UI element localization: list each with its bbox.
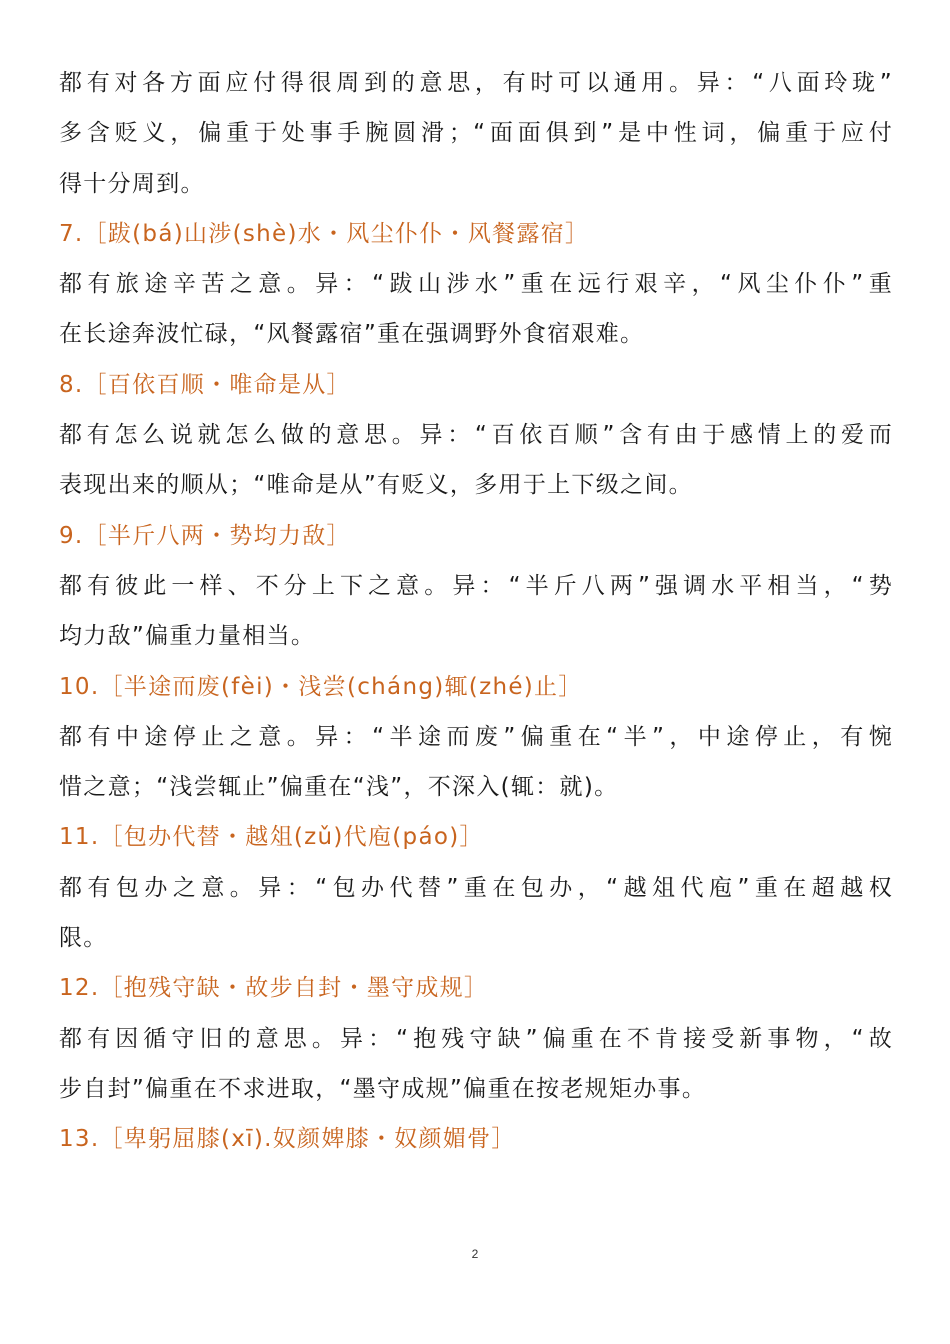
paragraph-line: 均力敌”偏重力量相当。 <box>59 623 316 650</box>
paragraph-line: 惜之意；“浅尝辄止”偏重在“浅”，不深入(辄：就)。 <box>59 774 619 801</box>
paragraph-line: 都有中途停止之意。异：“半途而废”偏重在“半”，中途停止，有惋 <box>59 723 893 750</box>
paragraph-line: 都有彼此一样、不分上下之意。异：“半斤八两”强调水平相当，“势 <box>59 572 893 599</box>
paragraph-line: 多含贬义，偏重于处事手腕圆滑；“面面俱到”是中性词，偏重于应付 <box>59 120 893 147</box>
idiom-group-heading: 8.［百依百顺・唯命是从］ <box>59 371 351 398</box>
paragraph-line: 在长途奔波忙碌，“风餐露宿”重在强调野外食宿艰难。 <box>59 321 645 348</box>
paragraph-line: 步自封”偏重在不求进取，“墨守成规”偏重在按老规矩办事。 <box>59 1075 707 1102</box>
idiom-group-heading: 13.［卑躬屈膝(xī).奴颜婢膝・奴颜媚骨］ <box>59 1126 516 1153</box>
idiom-group-heading: 12.［抱残守缺・故步自封・墨守成规］ <box>59 975 489 1002</box>
paragraph-line: 都有包办之意。异：“包办代替”重在包办，“越俎代庖”重在超越权 <box>59 874 893 901</box>
idiom-group-heading: 7.［跋(bá)山涉(shè)水・风尘仆仆・风餐露宿］ <box>59 220 590 247</box>
idiom-group-heading: 9.［半斤八两・势均力敌］ <box>59 522 351 549</box>
idiom-group-heading: 10.［半途而废(fèi)・浅尝(cháng)辄(zhé)止］ <box>59 673 583 700</box>
page-number: 2 <box>471 1247 479 1261</box>
paragraph-line: 都有旅途辛苦之意。异：“跋山涉水”重在远行艰辛，“风尘仆仆”重 <box>59 271 893 298</box>
idiom-group-heading: 11.［包办代替・越俎(zǔ)代庖(páo)］ <box>59 824 484 851</box>
paragraph-line: 得十分周到。 <box>59 170 205 197</box>
paragraph-line: 表现出来的顺从；“唯命是从”有贬义，多用于上下级之间。 <box>59 472 693 499</box>
paragraph-line: 都有因循守旧的意思。异：“抱残守缺”偏重在不肯接受新事物，“故 <box>59 1025 893 1052</box>
paragraph-line: 都有怎么说就怎么做的意思。异：“百依百顺”含有由于感情上的爱而 <box>59 422 893 449</box>
paragraph-line: 都有对各方面应付得很周到的意思，有时可以通用。异：“八面玲珑” <box>59 70 893 96</box>
document-body <box>59 58 893 1165</box>
paragraph-line: 限。 <box>59 925 108 952</box>
